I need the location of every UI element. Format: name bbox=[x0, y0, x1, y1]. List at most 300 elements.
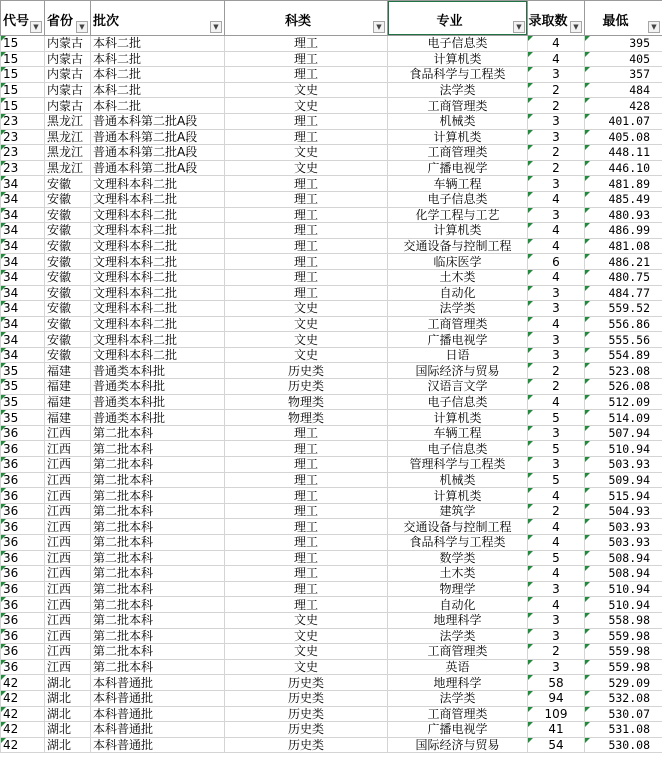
cell-batch[interactable]: 文理科本科二批 bbox=[91, 191, 225, 207]
cell-min-score[interactable]: 395 bbox=[585, 36, 662, 52]
cell-admitted[interactable]: 3 bbox=[528, 628, 585, 644]
cell-batch[interactable]: 普通本科第二批A段 bbox=[91, 113, 225, 129]
cell-category[interactable]: 理工 bbox=[225, 441, 388, 457]
cell-min-score[interactable]: 512.09 bbox=[585, 394, 662, 410]
cell-code[interactable]: 36 bbox=[1, 457, 45, 473]
cell-code[interactable]: 34 bbox=[1, 285, 45, 301]
cell-major[interactable]: 日语 bbox=[388, 347, 528, 363]
cell-category[interactable]: 理工 bbox=[225, 581, 388, 597]
column-header-province[interactable]: 省份 ▼ bbox=[45, 1, 91, 36]
cell-min-score[interactable]: 515.94 bbox=[585, 488, 662, 504]
cell-category[interactable]: 理工 bbox=[225, 535, 388, 551]
cell-province[interactable]: 福建 bbox=[45, 394, 91, 410]
cell-code[interactable]: 36 bbox=[1, 535, 45, 551]
cell-admitted[interactable]: 5 bbox=[528, 410, 585, 426]
cell-admitted[interactable]: 4 bbox=[528, 36, 585, 52]
cell-code[interactable]: 36 bbox=[1, 441, 45, 457]
column-header-min-score[interactable]: 最低 ▼ bbox=[585, 1, 662, 36]
cell-admitted[interactable]: 54 bbox=[528, 737, 585, 753]
cell-major[interactable]: 建筑学 bbox=[388, 503, 528, 519]
cell-admitted[interactable]: 3 bbox=[528, 457, 585, 473]
cell-category[interactable]: 历史类 bbox=[225, 363, 388, 379]
cell-batch[interactable]: 文理科本科二批 bbox=[91, 176, 225, 192]
cell-batch[interactable]: 第二批本科 bbox=[91, 488, 225, 504]
cell-code[interactable]: 23 bbox=[1, 160, 45, 176]
cell-major[interactable]: 机械类 bbox=[388, 472, 528, 488]
filter-dropdown-icon[interactable]: ▼ bbox=[30, 21, 42, 33]
cell-code[interactable]: 34 bbox=[1, 269, 45, 285]
cell-province[interactable]: 安徽 bbox=[45, 301, 91, 317]
cell-min-score[interactable]: 405 bbox=[585, 51, 662, 67]
cell-admitted[interactable]: 94 bbox=[528, 690, 585, 706]
cell-category[interactable]: 理工 bbox=[225, 488, 388, 504]
cell-admitted[interactable]: 4 bbox=[528, 488, 585, 504]
cell-code[interactable]: 36 bbox=[1, 597, 45, 613]
cell-province[interactable]: 安徽 bbox=[45, 176, 91, 192]
cell-province[interactable]: 内蒙古 bbox=[45, 51, 91, 67]
cell-code[interactable]: 42 bbox=[1, 722, 45, 738]
cell-major[interactable]: 计算机类 bbox=[388, 488, 528, 504]
cell-admitted[interactable]: 3 bbox=[528, 581, 585, 597]
cell-category[interactable]: 理工 bbox=[225, 550, 388, 566]
cell-batch[interactable]: 本科二批 bbox=[91, 51, 225, 67]
cell-province[interactable]: 江西 bbox=[45, 597, 91, 613]
cell-major[interactable]: 电子信息类 bbox=[388, 191, 528, 207]
cell-province[interactable]: 湖北 bbox=[45, 690, 91, 706]
cell-category[interactable]: 历史类 bbox=[225, 379, 388, 395]
cell-major[interactable]: 食品科学与工程类 bbox=[388, 535, 528, 551]
cell-batch[interactable]: 第二批本科 bbox=[91, 457, 225, 473]
cell-batch[interactable]: 第二批本科 bbox=[91, 425, 225, 441]
cell-min-score[interactable]: 481.89 bbox=[585, 176, 662, 192]
cell-province[interactable]: 湖北 bbox=[45, 722, 91, 738]
cell-min-score[interactable]: 556.86 bbox=[585, 316, 662, 332]
cell-code[interactable]: 34 bbox=[1, 254, 45, 270]
cell-major[interactable]: 自动化 bbox=[388, 597, 528, 613]
cell-admitted[interactable]: 3 bbox=[528, 332, 585, 348]
cell-admitted[interactable]: 4 bbox=[528, 191, 585, 207]
cell-min-score[interactable]: 486.21 bbox=[585, 254, 662, 270]
cell-batch[interactable]: 第二批本科 bbox=[91, 503, 225, 519]
cell-province[interactable]: 安徽 bbox=[45, 207, 91, 223]
cell-min-score[interactable]: 405.08 bbox=[585, 129, 662, 145]
cell-province[interactable]: 江西 bbox=[45, 457, 91, 473]
cell-code[interactable]: 15 bbox=[1, 51, 45, 67]
cell-category[interactable]: 理工 bbox=[225, 207, 388, 223]
cell-major[interactable]: 法学类 bbox=[388, 301, 528, 317]
cell-min-score[interactable]: 510.94 bbox=[585, 581, 662, 597]
cell-code[interactable]: 36 bbox=[1, 488, 45, 504]
cell-category[interactable]: 理工 bbox=[225, 67, 388, 83]
cell-code[interactable]: 42 bbox=[1, 690, 45, 706]
cell-batch[interactable]: 本科二批 bbox=[91, 98, 225, 114]
cell-batch[interactable]: 文理科本科二批 bbox=[91, 223, 225, 239]
cell-major[interactable]: 工商管理类 bbox=[388, 145, 528, 161]
cell-major[interactable]: 电子信息类 bbox=[388, 36, 528, 52]
cell-min-score[interactable]: 531.08 bbox=[585, 722, 662, 738]
cell-code[interactable]: 36 bbox=[1, 519, 45, 535]
cell-batch[interactable]: 第二批本科 bbox=[91, 472, 225, 488]
cell-admitted[interactable]: 5 bbox=[528, 441, 585, 457]
cell-code[interactable]: 34 bbox=[1, 301, 45, 317]
cell-min-score[interactable]: 530.08 bbox=[585, 737, 662, 753]
cell-batch[interactable]: 文理科本科二批 bbox=[91, 347, 225, 363]
cell-batch[interactable]: 本科二批 bbox=[91, 67, 225, 83]
cell-batch[interactable]: 文理科本科二批 bbox=[91, 332, 225, 348]
cell-batch[interactable]: 第二批本科 bbox=[91, 659, 225, 675]
cell-category[interactable]: 历史类 bbox=[225, 690, 388, 706]
cell-province[interactable]: 安徽 bbox=[45, 347, 91, 363]
cell-category[interactable]: 文史 bbox=[225, 316, 388, 332]
cell-code[interactable]: 36 bbox=[1, 472, 45, 488]
cell-batch[interactable]: 普通类本科批 bbox=[91, 394, 225, 410]
cell-min-score[interactable]: 555.56 bbox=[585, 332, 662, 348]
cell-min-score[interactable]: 559.52 bbox=[585, 301, 662, 317]
cell-code[interactable]: 34 bbox=[1, 238, 45, 254]
filter-dropdown-icon[interactable]: ▼ bbox=[570, 21, 582, 33]
cell-province[interactable]: 安徽 bbox=[45, 223, 91, 239]
cell-province[interactable]: 福建 bbox=[45, 410, 91, 426]
cell-major[interactable]: 汉语言文学 bbox=[388, 379, 528, 395]
cell-category[interactable]: 理工 bbox=[225, 269, 388, 285]
cell-province[interactable]: 福建 bbox=[45, 363, 91, 379]
cell-min-score[interactable]: 559.98 bbox=[585, 628, 662, 644]
cell-major[interactable]: 车辆工程 bbox=[388, 176, 528, 192]
cell-major[interactable]: 工商管理类 bbox=[388, 98, 528, 114]
cell-admitted[interactable]: 4 bbox=[528, 223, 585, 239]
column-header-batch[interactable]: 批次 ▼ bbox=[91, 1, 225, 36]
cell-category[interactable]: 理工 bbox=[225, 51, 388, 67]
cell-major[interactable]: 法学类 bbox=[388, 690, 528, 706]
cell-province[interactable]: 内蒙古 bbox=[45, 98, 91, 114]
cell-code[interactable]: 36 bbox=[1, 659, 45, 675]
cell-province[interactable]: 福建 bbox=[45, 379, 91, 395]
cell-major[interactable]: 广播电视学 bbox=[388, 722, 528, 738]
cell-code[interactable]: 36 bbox=[1, 503, 45, 519]
cell-category[interactable]: 历史类 bbox=[225, 737, 388, 753]
cell-province[interactable]: 安徽 bbox=[45, 285, 91, 301]
cell-min-score[interactable]: 401.07 bbox=[585, 113, 662, 129]
cell-admitted[interactable]: 3 bbox=[528, 176, 585, 192]
cell-min-score[interactable]: 448.11 bbox=[585, 145, 662, 161]
cell-major[interactable]: 自动化 bbox=[388, 285, 528, 301]
cell-batch[interactable]: 文理科本科二批 bbox=[91, 207, 225, 223]
cell-min-score[interactable]: 559.98 bbox=[585, 659, 662, 675]
cell-batch[interactable]: 本科普通批 bbox=[91, 737, 225, 753]
cell-province[interactable]: 江西 bbox=[45, 550, 91, 566]
cell-batch[interactable]: 第二批本科 bbox=[91, 628, 225, 644]
cell-province[interactable]: 江西 bbox=[45, 488, 91, 504]
cell-code[interactable]: 35 bbox=[1, 363, 45, 379]
cell-major[interactable]: 电子信息类 bbox=[388, 394, 528, 410]
cell-batch[interactable]: 普通类本科批 bbox=[91, 410, 225, 426]
cell-batch[interactable]: 普通本科第二批A段 bbox=[91, 160, 225, 176]
cell-batch[interactable]: 本科二批 bbox=[91, 36, 225, 52]
cell-major[interactable]: 法学类 bbox=[388, 628, 528, 644]
cell-code[interactable]: 36 bbox=[1, 581, 45, 597]
cell-code[interactable]: 34 bbox=[1, 347, 45, 363]
cell-major[interactable]: 物理学 bbox=[388, 581, 528, 597]
cell-category[interactable]: 理工 bbox=[225, 285, 388, 301]
filter-dropdown-icon[interactable]: ▼ bbox=[648, 21, 660, 33]
cell-code[interactable]: 36 bbox=[1, 644, 45, 660]
column-header-admitted[interactable]: 录取数 ▼ bbox=[528, 1, 585, 36]
cell-admitted[interactable]: 6 bbox=[528, 254, 585, 270]
cell-admitted[interactable]: 3 bbox=[528, 612, 585, 628]
cell-admitted[interactable]: 4 bbox=[528, 316, 585, 332]
cell-code[interactable]: 36 bbox=[1, 628, 45, 644]
cell-min-score[interactable]: 480.93 bbox=[585, 207, 662, 223]
cell-code[interactable]: 34 bbox=[1, 191, 45, 207]
cell-major[interactable]: 工商管理类 bbox=[388, 644, 528, 660]
cell-province[interactable]: 江西 bbox=[45, 644, 91, 660]
cell-category[interactable]: 文史 bbox=[225, 145, 388, 161]
cell-category[interactable]: 物理类 bbox=[225, 394, 388, 410]
cell-admitted[interactable]: 2 bbox=[528, 363, 585, 379]
cell-category[interactable]: 文史 bbox=[225, 644, 388, 660]
cell-category[interactable]: 理工 bbox=[225, 113, 388, 129]
cell-province[interactable]: 内蒙古 bbox=[45, 82, 91, 98]
cell-batch[interactable]: 本科普通批 bbox=[91, 706, 225, 722]
cell-min-score[interactable]: 508.94 bbox=[585, 566, 662, 582]
cell-batch[interactable]: 第二批本科 bbox=[91, 441, 225, 457]
cell-min-score[interactable]: 485.49 bbox=[585, 191, 662, 207]
cell-major[interactable]: 食品科学与工程类 bbox=[388, 67, 528, 83]
cell-province[interactable]: 江西 bbox=[45, 612, 91, 628]
cell-province[interactable]: 安徽 bbox=[45, 332, 91, 348]
cell-code[interactable]: 15 bbox=[1, 82, 45, 98]
cell-batch[interactable]: 本科普通批 bbox=[91, 690, 225, 706]
cell-min-score[interactable]: 509.94 bbox=[585, 472, 662, 488]
cell-min-score[interactable]: 559.98 bbox=[585, 644, 662, 660]
cell-category[interactable]: 物理类 bbox=[225, 410, 388, 426]
cell-batch[interactable]: 第二批本科 bbox=[91, 519, 225, 535]
cell-code[interactable]: 15 bbox=[1, 67, 45, 83]
cell-admitted[interactable]: 2 bbox=[528, 379, 585, 395]
cell-province[interactable]: 安徽 bbox=[45, 191, 91, 207]
cell-code[interactable]: 35 bbox=[1, 394, 45, 410]
cell-code[interactable]: 42 bbox=[1, 706, 45, 722]
cell-code[interactable]: 42 bbox=[1, 737, 45, 753]
cell-category[interactable]: 理工 bbox=[225, 597, 388, 613]
cell-code[interactable]: 36 bbox=[1, 566, 45, 582]
cell-batch[interactable]: 文理科本科二批 bbox=[91, 238, 225, 254]
cell-major[interactable]: 广播电视学 bbox=[388, 332, 528, 348]
cell-major[interactable]: 广播电视学 bbox=[388, 160, 528, 176]
cell-code[interactable]: 34 bbox=[1, 223, 45, 239]
cell-province[interactable]: 江西 bbox=[45, 503, 91, 519]
cell-min-score[interactable]: 530.07 bbox=[585, 706, 662, 722]
cell-batch[interactable]: 第二批本科 bbox=[91, 566, 225, 582]
cell-province[interactable]: 内蒙古 bbox=[45, 36, 91, 52]
cell-province[interactable]: 黑龙江 bbox=[45, 113, 91, 129]
filter-active-icon[interactable]: ▼ bbox=[76, 21, 88, 33]
cell-min-score[interactable]: 481.08 bbox=[585, 238, 662, 254]
cell-province[interactable]: 江西 bbox=[45, 441, 91, 457]
cell-admitted[interactable]: 3 bbox=[528, 425, 585, 441]
cell-category[interactable]: 理工 bbox=[225, 254, 388, 270]
cell-min-score[interactable]: 529.09 bbox=[585, 675, 662, 691]
cell-min-score[interactable]: 523.08 bbox=[585, 363, 662, 379]
cell-category[interactable]: 理工 bbox=[225, 457, 388, 473]
cell-admitted[interactable]: 3 bbox=[528, 659, 585, 675]
cell-province[interactable]: 江西 bbox=[45, 425, 91, 441]
cell-admitted[interactable]: 2 bbox=[528, 644, 585, 660]
cell-category[interactable]: 理工 bbox=[225, 238, 388, 254]
cell-province[interactable]: 湖北 bbox=[45, 737, 91, 753]
cell-min-score[interactable]: 510.94 bbox=[585, 441, 662, 457]
cell-province[interactable]: 黑龙江 bbox=[45, 160, 91, 176]
cell-major[interactable]: 管理科学与工程类 bbox=[388, 457, 528, 473]
cell-code[interactable]: 36 bbox=[1, 550, 45, 566]
cell-province[interactable]: 江西 bbox=[45, 519, 91, 535]
cell-admitted[interactable]: 2 bbox=[528, 82, 585, 98]
cell-category[interactable]: 理工 bbox=[225, 519, 388, 535]
cell-province[interactable]: 黑龙江 bbox=[45, 145, 91, 161]
filter-dropdown-icon[interactable]: ▼ bbox=[210, 21, 222, 33]
cell-admitted[interactable]: 3 bbox=[528, 285, 585, 301]
cell-province[interactable]: 江西 bbox=[45, 535, 91, 551]
cell-major[interactable]: 土木类 bbox=[388, 269, 528, 285]
cell-category[interactable]: 理工 bbox=[225, 36, 388, 52]
cell-province[interactable]: 安徽 bbox=[45, 269, 91, 285]
cell-major[interactable]: 土木类 bbox=[388, 566, 528, 582]
cell-code[interactable]: 36 bbox=[1, 425, 45, 441]
cell-category[interactable]: 历史类 bbox=[225, 722, 388, 738]
cell-major[interactable]: 地理科学 bbox=[388, 675, 528, 691]
cell-admitted[interactable]: 109 bbox=[528, 706, 585, 722]
cell-category[interactable]: 理工 bbox=[225, 176, 388, 192]
cell-code[interactable]: 23 bbox=[1, 113, 45, 129]
column-header-category[interactable]: 科类 ▼ bbox=[225, 1, 388, 36]
cell-batch[interactable]: 文理科本科二批 bbox=[91, 285, 225, 301]
cell-major[interactable]: 国际经济与贸易 bbox=[388, 363, 528, 379]
cell-admitted[interactable]: 5 bbox=[528, 550, 585, 566]
cell-min-score[interactable]: 484.77 bbox=[585, 285, 662, 301]
cell-category[interactable]: 理工 bbox=[225, 472, 388, 488]
cell-province[interactable]: 江西 bbox=[45, 472, 91, 488]
cell-major[interactable]: 数学类 bbox=[388, 550, 528, 566]
cell-admitted[interactable]: 3 bbox=[528, 129, 585, 145]
cell-batch[interactable]: 第二批本科 bbox=[91, 535, 225, 551]
cell-category[interactable]: 历史类 bbox=[225, 706, 388, 722]
cell-batch[interactable]: 普通类本科批 bbox=[91, 379, 225, 395]
cell-batch[interactable]: 文理科本科二批 bbox=[91, 269, 225, 285]
cell-min-score[interactable]: 357 bbox=[585, 67, 662, 83]
cell-category[interactable]: 理工 bbox=[225, 191, 388, 207]
cell-code[interactable]: 35 bbox=[1, 379, 45, 395]
cell-admitted[interactable]: 3 bbox=[528, 67, 585, 83]
cell-batch[interactable]: 文理科本科二批 bbox=[91, 316, 225, 332]
cell-major[interactable]: 化学工程与工艺 bbox=[388, 207, 528, 223]
cell-category[interactable]: 理工 bbox=[225, 566, 388, 582]
cell-code[interactable]: 23 bbox=[1, 145, 45, 161]
cell-admitted[interactable]: 4 bbox=[528, 597, 585, 613]
cell-province[interactable]: 内蒙古 bbox=[45, 67, 91, 83]
cell-province[interactable]: 安徽 bbox=[45, 316, 91, 332]
cell-province[interactable]: 湖北 bbox=[45, 675, 91, 691]
cell-admitted[interactable]: 3 bbox=[528, 347, 585, 363]
cell-major[interactable]: 临床医学 bbox=[388, 254, 528, 270]
filter-dropdown-icon[interactable]: ▼ bbox=[513, 21, 525, 33]
cell-admitted[interactable]: 4 bbox=[528, 269, 585, 285]
cell-admitted[interactable]: 58 bbox=[528, 675, 585, 691]
cell-category[interactable]: 历史类 bbox=[225, 675, 388, 691]
cell-category[interactable]: 理工 bbox=[225, 129, 388, 145]
cell-category[interactable]: 文史 bbox=[225, 301, 388, 317]
cell-batch[interactable]: 第二批本科 bbox=[91, 612, 225, 628]
cell-category[interactable]: 理工 bbox=[225, 223, 388, 239]
cell-category[interactable]: 文史 bbox=[225, 628, 388, 644]
cell-min-score[interactable]: 554.89 bbox=[585, 347, 662, 363]
cell-code[interactable]: 34 bbox=[1, 176, 45, 192]
cell-admitted[interactable]: 2 bbox=[528, 98, 585, 114]
cell-admitted[interactable]: 4 bbox=[528, 566, 585, 582]
cell-major[interactable]: 英语 bbox=[388, 659, 528, 675]
cell-min-score[interactable]: 504.93 bbox=[585, 503, 662, 519]
cell-min-score[interactable]: 503.93 bbox=[585, 535, 662, 551]
cell-province[interactable]: 湖北 bbox=[45, 706, 91, 722]
cell-major[interactable]: 工商管理类 bbox=[388, 316, 528, 332]
cell-min-score[interactable]: 526.08 bbox=[585, 379, 662, 395]
cell-batch[interactable]: 本科普通批 bbox=[91, 675, 225, 691]
cell-major[interactable]: 计算机类 bbox=[388, 129, 528, 145]
cell-batch[interactable]: 第二批本科 bbox=[91, 581, 225, 597]
cell-province[interactable]: 安徽 bbox=[45, 254, 91, 270]
cell-major[interactable]: 车辆工程 bbox=[388, 425, 528, 441]
cell-min-score[interactable]: 503.93 bbox=[585, 457, 662, 473]
cell-category[interactable]: 文史 bbox=[225, 612, 388, 628]
cell-min-score[interactable]: 486.99 bbox=[585, 223, 662, 239]
cell-batch[interactable]: 文理科本科二批 bbox=[91, 254, 225, 270]
cell-min-score[interactable]: 507.94 bbox=[585, 425, 662, 441]
cell-admitted[interactable]: 41 bbox=[528, 722, 585, 738]
cell-major[interactable]: 计算机类 bbox=[388, 223, 528, 239]
cell-category[interactable]: 文史 bbox=[225, 98, 388, 114]
cell-batch[interactable]: 普通本科第二批A段 bbox=[91, 129, 225, 145]
cell-major[interactable]: 交通设备与控制工程 bbox=[388, 519, 528, 535]
cell-major[interactable]: 法学类 bbox=[388, 82, 528, 98]
cell-province[interactable]: 黑龙江 bbox=[45, 129, 91, 145]
cell-category[interactable]: 理工 bbox=[225, 503, 388, 519]
cell-code[interactable]: 35 bbox=[1, 410, 45, 426]
cell-category[interactable]: 文史 bbox=[225, 347, 388, 363]
cell-major[interactable]: 计算机类 bbox=[388, 410, 528, 426]
cell-category[interactable]: 文史 bbox=[225, 332, 388, 348]
cell-batch[interactable]: 普通本科第二批A段 bbox=[91, 145, 225, 161]
cell-min-score[interactable]: 480.75 bbox=[585, 269, 662, 285]
cell-min-score[interactable]: 428 bbox=[585, 98, 662, 114]
cell-min-score[interactable]: 503.93 bbox=[585, 519, 662, 535]
cell-batch[interactable]: 普通类本科批 bbox=[91, 363, 225, 379]
cell-admitted[interactable]: 4 bbox=[528, 238, 585, 254]
cell-admitted[interactable]: 5 bbox=[528, 472, 585, 488]
cell-major[interactable]: 交通设备与控制工程 bbox=[388, 238, 528, 254]
cell-min-score[interactable]: 514.09 bbox=[585, 410, 662, 426]
cell-batch[interactable]: 第二批本科 bbox=[91, 597, 225, 613]
cell-major[interactable]: 机械类 bbox=[388, 113, 528, 129]
cell-min-score[interactable]: 558.98 bbox=[585, 612, 662, 628]
cell-admitted[interactable]: 4 bbox=[528, 519, 585, 535]
cell-min-score[interactable]: 446.10 bbox=[585, 160, 662, 176]
cell-admitted[interactable]: 2 bbox=[528, 503, 585, 519]
cell-category[interactable]: 文史 bbox=[225, 82, 388, 98]
column-header-code[interactable]: 代号 ▼ bbox=[1, 1, 45, 36]
cell-code[interactable]: 34 bbox=[1, 332, 45, 348]
cell-admitted[interactable]: 2 bbox=[528, 160, 585, 176]
cell-province[interactable]: 江西 bbox=[45, 659, 91, 675]
cell-min-score[interactable]: 510.94 bbox=[585, 597, 662, 613]
